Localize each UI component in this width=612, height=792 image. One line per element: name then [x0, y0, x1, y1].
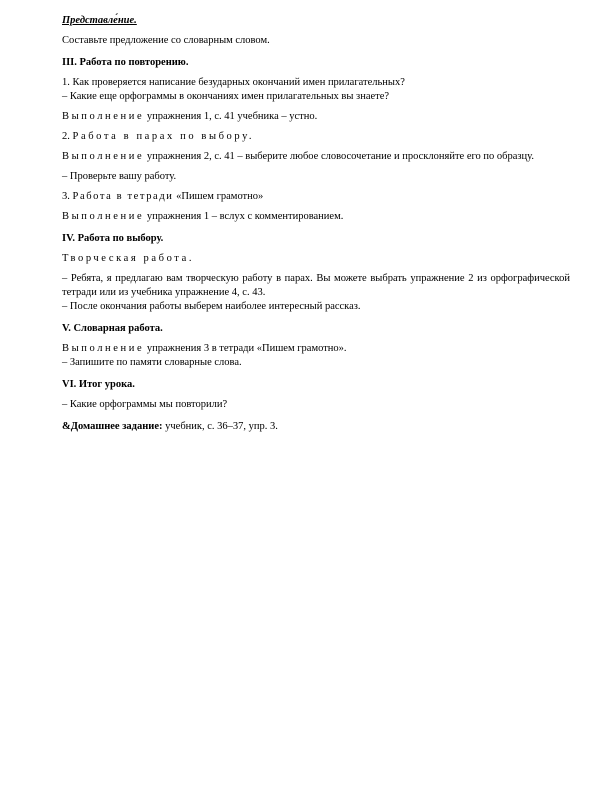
pair-work-heading: [62, 130, 570, 144]
presentation-title: Представле́ние.: [62, 15, 137, 26]
section-3-heading: III. Работа по повторению.: [62, 57, 189, 68]
exercise-5-text: упражнения 3 в тетради «Пишем грамотно».: [144, 343, 347, 354]
exercise-1-text: упражнения 1, с. 41 учебника – устно.: [144, 111, 318, 122]
exercise-5-spaced: Выполнение: [62, 343, 145, 354]
exercise-3-spaced: Выполнение: [62, 211, 145, 222]
notebook-number: 3.: [62, 191, 70, 202]
homework-label: &Домашнее задание:: [62, 421, 163, 432]
question-2: – Какие еще орфограммы в окончаниях имен прилагательных вы знаете?: [62, 91, 390, 102]
heading-presentation: [62, 14, 570, 28]
homework-line: [62, 420, 570, 434]
exercise-3-text: упражнения 1 – вслух с комментированием.: [144, 211, 344, 222]
creative-task-text: – Ребята, я предлагаю вам творческую работу в парах. Вы можете выбрать упражнение 2 из орфографической тетради или из учебника упражнение 4, с. 43.: [62, 273, 570, 298]
dictation-note: – Запишите по памяти словарные слова.: [62, 357, 242, 368]
question-1: 1. Как проверяется написание безударных окончаний имен прилагательных?: [62, 77, 405, 88]
homework-text: учебник, с. 36–37, упр. 3.: [162, 421, 278, 432]
section-4-heading: IV. Работа по выбору.: [62, 233, 164, 244]
paragraph-compose: Составьте предложение со словарным словом.: [62, 35, 270, 46]
exercise-2-text: упражнения 2, с. 41 – выберите любое словосочетание и просклоняйте его по образцу.: [144, 151, 534, 162]
notebook-spaced: Работа в тетради: [72, 191, 174, 202]
creative-work: Творческая работа.: [62, 253, 195, 264]
summary-question: – Какие орфограммы мы повторили?: [62, 399, 228, 410]
exercise-1-line: [62, 110, 570, 124]
exercise-2-spaced: Выполнение: [62, 151, 145, 162]
section-5-heading: V. Словарная работа.: [62, 323, 163, 334]
pair-work-number: 2.: [62, 131, 70, 142]
section-6-heading: VI. Итог урока.: [62, 379, 135, 390]
notebook-title: «Пишем грамотно»: [173, 191, 264, 202]
exercise-2-line: [62, 150, 570, 164]
exercise-3-line: [62, 210, 570, 224]
document-page: [62, 14, 570, 434]
pair-work-spaced: Работа в парах по выбору.: [72, 131, 255, 142]
check-work: – Проверьте вашу работу.: [62, 171, 177, 182]
notebook-heading: [62, 190, 570, 204]
exercise-5-line: [62, 342, 570, 356]
after-work-note: – После окончания работы выберем наиболее интересный рассказ.: [62, 301, 361, 312]
exercise-1-spaced: Выполнение: [62, 111, 145, 122]
